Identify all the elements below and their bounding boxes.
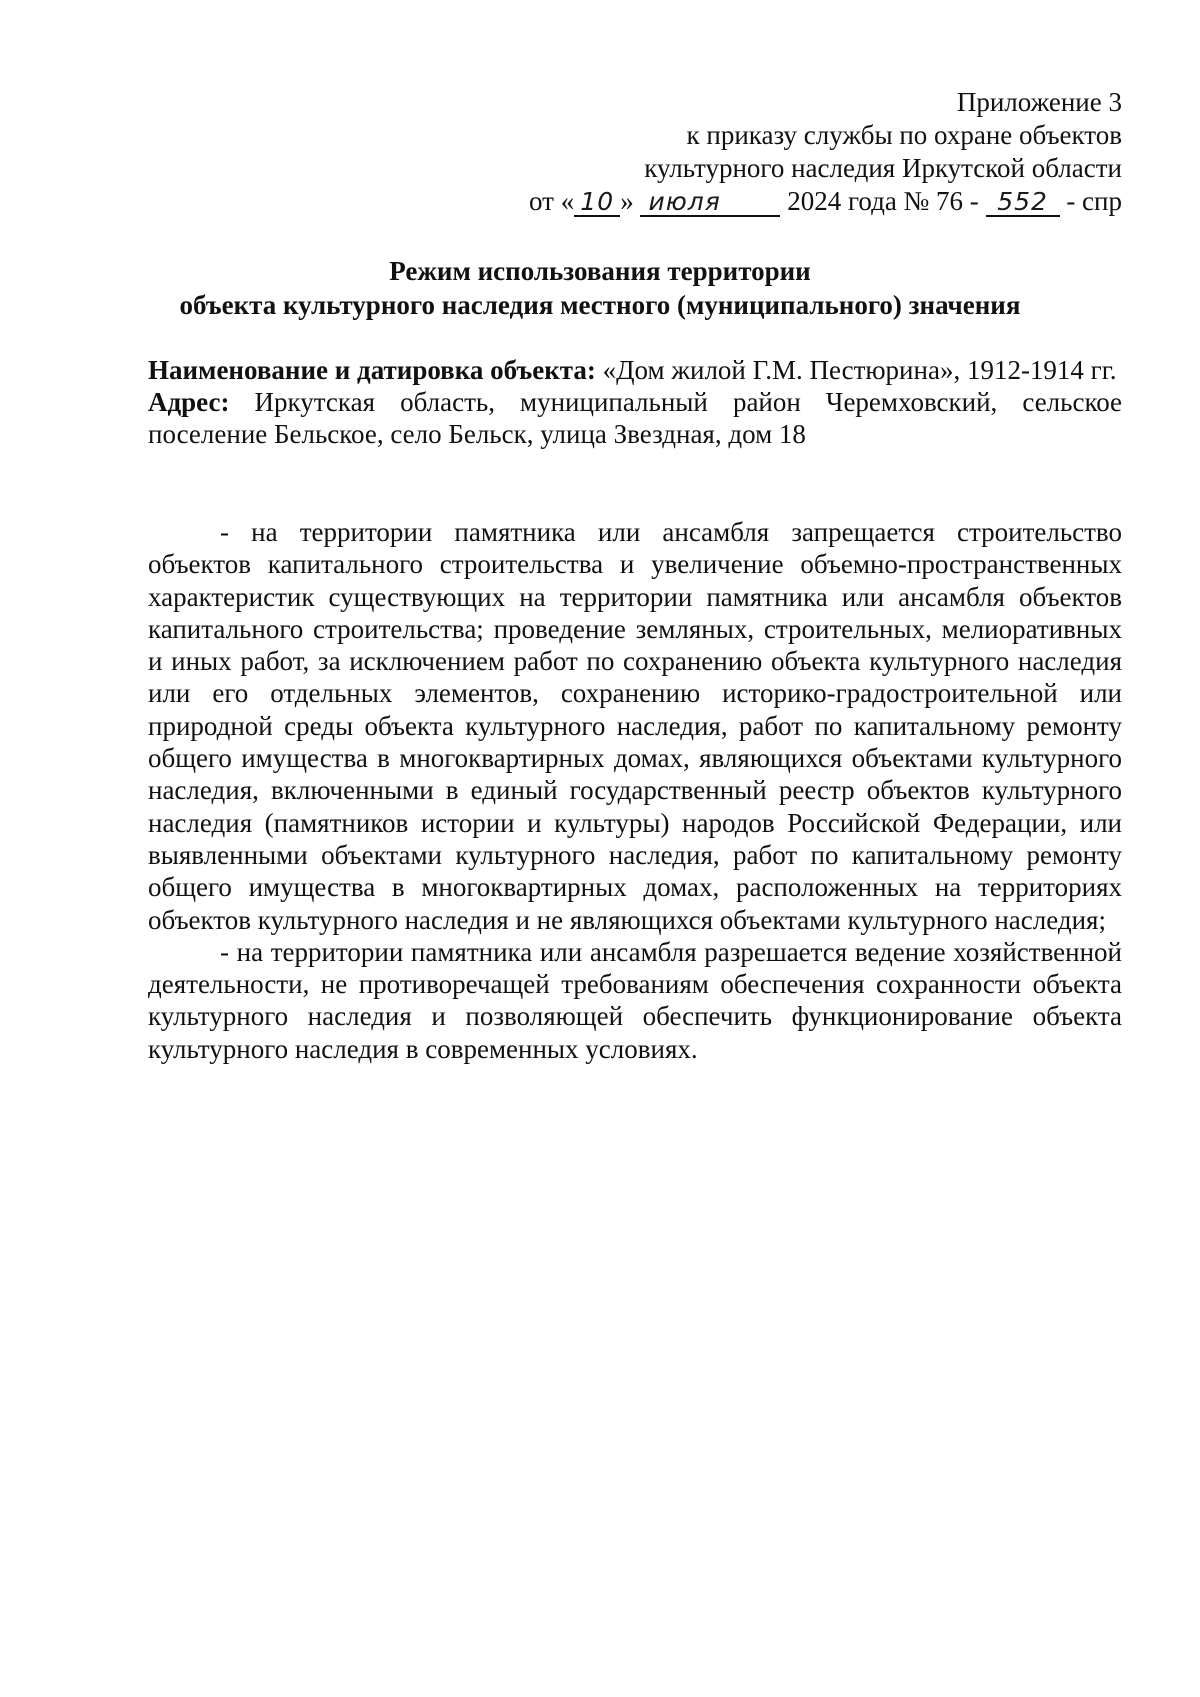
title-line-1: Режим использования территории — [389, 256, 811, 286]
date-prefix: от « — [529, 186, 575, 216]
object-name-value: «Дом жилой Г.М. Пестюрина», 1912-1914 гг. — [602, 355, 1117, 385]
object-address-paragraph — [148, 386, 1122, 450]
object-name-paragraph — [148, 354, 1122, 386]
paragraph-permissions: - на территории памятника или ансамбля разрешается ведение хозяйственной деятельности, не противоречащей требованиям обеспечения сохранности объекта культурного наследия и позволяющей обеспечить функционирование объекта культурного наследия в современных условиях. — [148, 936, 1122, 1064]
object-address-value: Иркутская область, муниципальный район Черемховский, сельское поселение Бельское, село Бельск, улица Звездная, дом 18 — [148, 387, 1123, 449]
handwritten-month: июля — [640, 189, 780, 217]
appendix-number: Приложение 3 — [956, 87, 1122, 117]
handwritten-day: 10 — [574, 189, 620, 217]
order-suffix: - спр — [1066, 186, 1122, 216]
appendix-authority: культурного наследия Иркутской области — [644, 153, 1122, 183]
object-info — [148, 354, 1122, 450]
appendix-header — [529, 86, 1122, 218]
regime-body — [148, 516, 1122, 1065]
appendix-date-line — [529, 185, 1122, 218]
date-mid: » — [620, 186, 634, 216]
object-address-label: Адрес: — [148, 387, 230, 417]
document-title — [0, 254, 1200, 322]
date-year: 2024 года № 76 - — [787, 186, 979, 216]
title-line-2: объекта культурного наследия местного (муниципального) значения — [179, 290, 1021, 320]
paragraph-prohibitions: - на территории памятника или ансамбля запрещается строительство объектов капитального строительства и увеличение объемно-пространственных характеристик существующих на территории памятника или ансамбля объектов капитального строительства; проведение земляных, строительных, мелиоративных и иных работ, за исключением работ по сохранению объекта культурного наследия или его отдельных элементов, сохранению историко-градостроительной или природной среды объекта культурного наследия, работ по капитальному ремонту общего имущества в многоквартирных домах, являющихся объектами культурного наследия, включенными в единый государственный реестр объектов культурного наследия (памятников истории и культуры) народов Российской Федерации, или выявленными объектами культурного наследия, работ по капитальному ремонту общего имущества в многоквартирных домах, расположенных на территориях объектов культурного наследия и не являющихся объектами культурного наследия; — [148, 517, 1122, 935]
appendix-order-ref: к приказу службы по охране объектов — [686, 120, 1122, 150]
object-name-label: Наименование и датировка объекта: — [148, 355, 596, 385]
handwritten-order-number: 552 — [986, 189, 1060, 217]
